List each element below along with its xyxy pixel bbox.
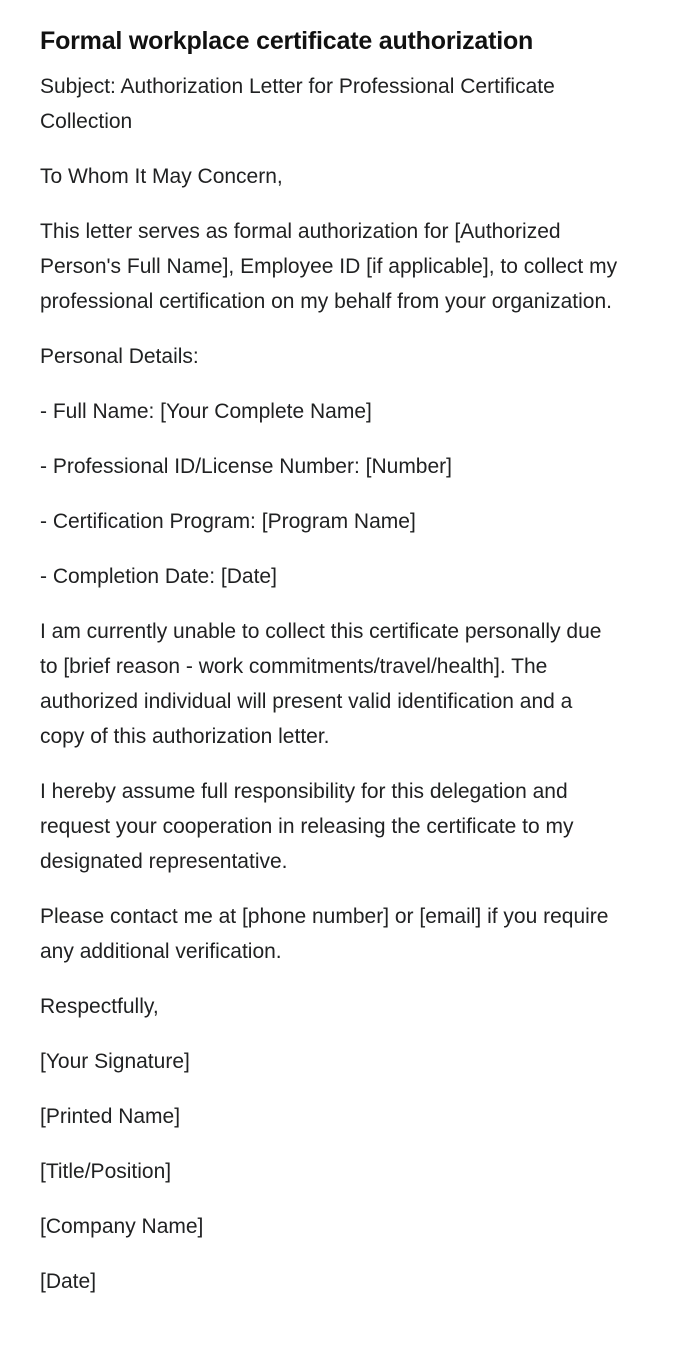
letter-paragraph: - Completion Date: [Date]	[40, 565, 277, 588]
document-body	[40, 69, 620, 1299]
letter-paragraph: - Full Name: [Your Complete Name]	[40, 400, 372, 423]
letter-paragraph: [Your Signature]	[40, 1050, 190, 1073]
letter-paragraph: [Company Name]	[40, 1215, 204, 1238]
letter-paragraph: Subject: Authorization Letter for Professional Certificate Collection	[40, 75, 555, 133]
document-title: Formal workplace certificate authorization	[40, 27, 534, 55]
letter-paragraph: I hereby assume full responsibility for this delegation and request your cooperation in releasing the certificate to my designated representative.	[40, 780, 574, 873]
letter-paragraph: I am currently unable to collect this certificate personally due to [brief reason - work commitments/travel/health]. The authorized individual will present valid identification and a copy of this authorization letter.	[40, 620, 602, 748]
letter-paragraph: Personal Details:	[40, 345, 199, 368]
letter-paragraph: [Title/Position]	[40, 1160, 172, 1183]
letter-paragraph: - Certification Program: [Program Name]	[40, 510, 416, 533]
letter-paragraph: Please contact me at [phone number] or [email] if you require any additional verification.	[40, 905, 609, 963]
letter-paragraph: [Printed Name]	[40, 1105, 181, 1128]
letter-paragraph: This letter serves as formal authorization for [Authorized Person's Full Name], Employee ID [if applicable], to collect my professional certification on my behalf from your organization.	[40, 220, 618, 313]
letter-paragraph: Respectfully,	[40, 995, 159, 1018]
letter-paragraph: [Date]	[40, 1270, 97, 1293]
letter-paragraph: To Whom It May Concern,	[40, 165, 283, 188]
letter-paragraph: - Professional ID/License Number: [Number]	[40, 455, 452, 478]
